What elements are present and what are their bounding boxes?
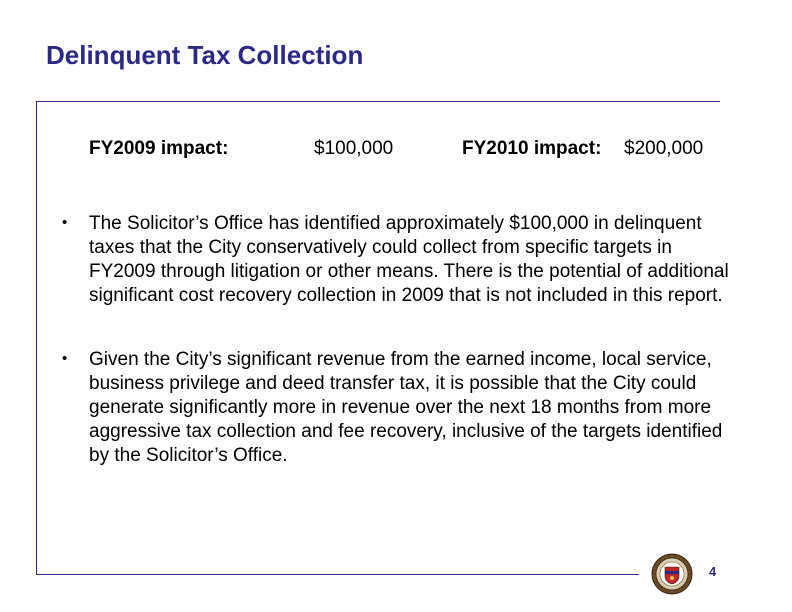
left-border-line (36, 101, 37, 574)
slide-title: Delinquent Tax Collection (46, 40, 364, 70)
bullet-text-solicitor: The Solicitor’s Office has identified approximately $100,000 in delinquent taxes that the City conservatively could collect from specific targets in FY2009 through litigation or other means. There is the potential of additional significant cost recovery collection in 2009 that is not included in this report. (89, 213, 729, 306)
bullet-marker: • (62, 214, 68, 231)
city-seal-icon (651, 553, 693, 595)
fy2009-impact-value: $100,000 (314, 138, 394, 159)
bottom-border-line (36, 574, 639, 575)
bullet-marker: • (62, 350, 68, 367)
fy2010-impact-value: $200,000 (624, 138, 704, 159)
fy2009-impact-label: FY2009 impact: (89, 138, 229, 159)
page-number: 4 (709, 564, 717, 579)
fy2010-impact-label: FY2010 impact: (462, 138, 602, 159)
title-divider (36, 101, 720, 102)
bullet-text-revenue: Given the City’s significant revenue from the earned income, local service, business privilege and deed transfer tax, it is possible that the City could generate significantly more in revenue over the next 18 months from more aggressive tax collection and fee recovery, inclusive of the targets identified by the Solicitor’s Office. (89, 349, 723, 466)
